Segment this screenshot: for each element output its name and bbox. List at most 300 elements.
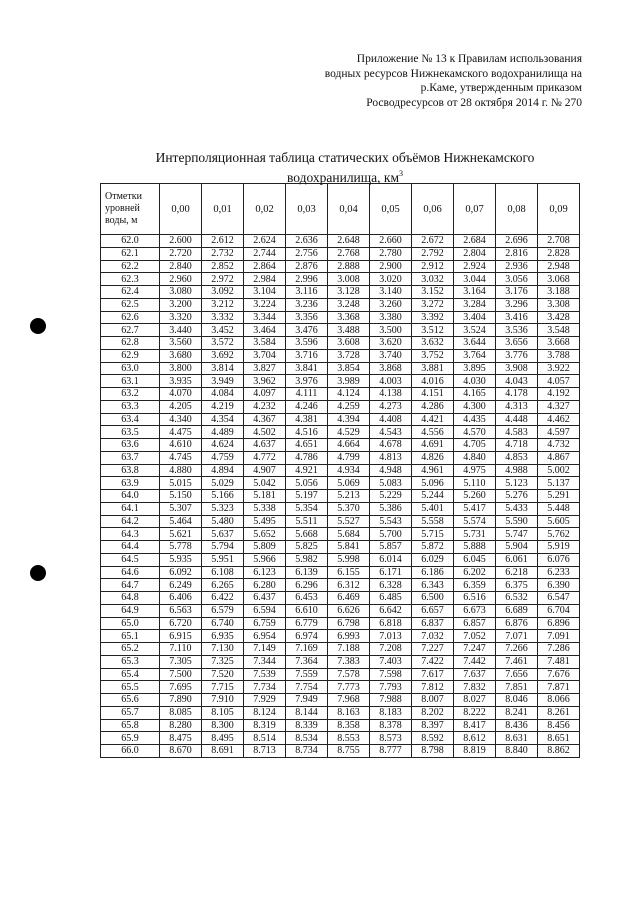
volume-cell: 6.516	[454, 592, 496, 605]
volume-cell: 7.832	[454, 681, 496, 694]
volume-cell: 3.308	[538, 298, 580, 311]
volume-cell: 3.881	[412, 362, 454, 375]
volume-cell: 3.841	[286, 362, 328, 375]
volume-cell: 6.673	[454, 604, 496, 617]
volume-cell: 5.480	[202, 515, 244, 528]
volume-cell: 3.692	[202, 349, 244, 362]
column-header: 0,04	[328, 184, 370, 235]
volume-cell: 4.340	[160, 413, 202, 426]
volume-cell: 6.857	[454, 617, 496, 630]
volume-cell: 4.097	[244, 388, 286, 401]
header-line: Приложение № 13 к Правилам использования	[356, 53, 582, 65]
volume-cell: 4.273	[370, 400, 412, 413]
level-cell: 63.1	[101, 375, 160, 388]
volume-cell: 2.876	[286, 260, 328, 273]
volume-cell: 4.408	[370, 413, 412, 426]
volume-cell: 5.841	[328, 541, 370, 554]
volume-cell: 4.840	[454, 451, 496, 464]
volume-cell: 4.070	[160, 388, 202, 401]
volume-cell: 4.948	[370, 464, 412, 477]
volume-cell: 6.740	[202, 617, 244, 630]
volume-cell: 6.818	[370, 617, 412, 630]
level-cell: 65.6	[101, 694, 160, 707]
volume-cell: 4.921	[286, 464, 328, 477]
volume-cell: 5.684	[328, 528, 370, 541]
volume-cell: 5.123	[496, 477, 538, 490]
volume-cell: 6.029	[412, 553, 454, 566]
volume-cell: 7.481	[538, 655, 580, 668]
volume-cell: 3.356	[286, 311, 328, 324]
volume-cell: 5.137	[538, 477, 580, 490]
level-cell: 65.1	[101, 630, 160, 643]
volume-cell: 6.720	[160, 617, 202, 630]
level-cell: 64.9	[101, 604, 160, 617]
volume-cell: 5.386	[370, 502, 412, 515]
volume-cell: 6.626	[328, 604, 370, 617]
volume-cell: 2.636	[286, 235, 328, 248]
volume-cell: 2.972	[202, 273, 244, 286]
volume-cell: 2.612	[202, 235, 244, 248]
volume-cell: 6.123	[244, 566, 286, 579]
volume-cell: 3.596	[286, 337, 328, 350]
table-row	[101, 706, 580, 719]
volume-cell: 3.776	[496, 349, 538, 362]
volume-cell: 4.799	[328, 451, 370, 464]
volume-cell: 2.984	[244, 273, 286, 286]
volume-cell: 7.656	[496, 668, 538, 681]
volume-cell: 8.202	[412, 706, 454, 719]
volume-cell: 3.272	[412, 298, 454, 311]
volume-cell: 8.085	[160, 706, 202, 719]
volume-cell: 3.752	[412, 349, 454, 362]
volume-cell: 4.246	[286, 400, 328, 413]
volume-cell: 4.718	[496, 439, 538, 452]
column-header: 0,00	[160, 184, 202, 235]
volume-cell: 4.786	[286, 451, 328, 464]
level-cell: 65.9	[101, 732, 160, 745]
level-cell: 64.7	[101, 579, 160, 592]
volume-cell: 5.809	[244, 541, 286, 554]
volume-cell: 3.536	[496, 324, 538, 337]
volume-cell: 5.150	[160, 490, 202, 503]
volume-cell: 5.495	[244, 515, 286, 528]
volume-cell: 5.069	[328, 477, 370, 490]
volume-cell: 4.759	[202, 451, 244, 464]
volume-cell: 4.651	[286, 439, 328, 452]
volume-cell: 3.128	[328, 286, 370, 299]
volume-cell: 6.045	[454, 553, 496, 566]
table-row	[101, 286, 580, 299]
volume-cell: 7.013	[370, 630, 412, 643]
volume-cell: 2.732	[202, 247, 244, 260]
volume-cell: 3.788	[538, 349, 580, 362]
volume-cell: 5.574	[454, 515, 496, 528]
volume-cell: 8.046	[496, 694, 538, 707]
volume-cell: 4.502	[244, 426, 286, 439]
level-cell: 64.0	[101, 490, 160, 503]
table-row	[101, 732, 580, 745]
volume-cell: 4.462	[538, 413, 580, 426]
level-cell: 62.0	[101, 235, 160, 248]
volume-cell: 5.935	[160, 553, 202, 566]
table-row	[101, 668, 580, 681]
table-row	[101, 592, 580, 605]
volume-cell: 3.716	[286, 349, 328, 362]
volume-cell: 7.617	[412, 668, 454, 681]
volume-cell: 3.764	[454, 349, 496, 362]
volume-cell: 5.213	[328, 490, 370, 503]
column-header: 0,07	[454, 184, 496, 235]
level-cell: 65.7	[101, 706, 160, 719]
volume-cell: 5.998	[328, 553, 370, 566]
volume-cell: 4.975	[454, 464, 496, 477]
volume-cell: 3.962	[244, 375, 286, 388]
volume-cell: 7.520	[202, 668, 244, 681]
volume-cell: 7.266	[496, 643, 538, 656]
volume-cell: 7.344	[244, 655, 286, 668]
table-row	[101, 566, 580, 579]
volume-cell: 4.880	[160, 464, 202, 477]
volume-cell: 5.307	[160, 502, 202, 515]
volume-cell: 3.656	[496, 337, 538, 350]
volume-cell: 2.888	[328, 260, 370, 273]
volume-cell: 2.900	[370, 260, 412, 273]
table-row	[101, 273, 580, 286]
volume-cell: 7.949	[286, 694, 328, 707]
volume-cell: 7.773	[328, 681, 370, 694]
volume-cell: 8.755	[328, 745, 370, 758]
volume-cell: 4.367	[244, 413, 286, 426]
level-cell: 63.7	[101, 451, 160, 464]
volume-cell: 4.907	[244, 464, 286, 477]
volume-cell: 4.583	[496, 426, 538, 439]
title-superscript: 3	[399, 169, 404, 178]
volume-cell: 4.205	[160, 400, 202, 413]
volume-cell: 2.768	[328, 247, 370, 260]
header-line: водных ресурсов Нижнекамского водохранилища на	[324, 67, 582, 80]
volume-cell: 6.171	[370, 566, 412, 579]
volume-cell: 8.840	[496, 745, 538, 758]
table-row	[101, 362, 580, 375]
level-cell: 64.8	[101, 592, 160, 605]
volume-cell: 2.744	[244, 247, 286, 260]
volume-cell: 7.890	[160, 694, 202, 707]
volume-cell: 7.637	[454, 668, 496, 681]
table-row	[101, 235, 580, 248]
punch-hole-bottom	[30, 565, 46, 581]
volume-cell: 7.422	[412, 655, 454, 668]
volume-cell: 2.696	[496, 235, 538, 248]
volume-cell: 3.164	[454, 286, 496, 299]
volume-cell: 7.149	[244, 643, 286, 656]
volume-cell: 5.668	[286, 528, 328, 541]
table-row	[101, 426, 580, 439]
volume-cell: 6.014	[370, 553, 412, 566]
column-header: 0,02	[244, 184, 286, 235]
volume-cell: 4.678	[370, 439, 412, 452]
table-row	[101, 528, 580, 541]
table-row	[101, 553, 580, 566]
volume-cell: 7.227	[412, 643, 454, 656]
volume-cell: 5.652	[244, 528, 286, 541]
volume-cell: 6.422	[202, 592, 244, 605]
volume-cell: 7.208	[370, 643, 412, 656]
volume-cell: 6.915	[160, 630, 202, 643]
table-row	[101, 630, 580, 643]
volume-cell: 8.475	[160, 732, 202, 745]
volume-cell: 3.827	[244, 362, 286, 375]
volume-cell: 2.936	[496, 260, 538, 273]
level-cell: 64.3	[101, 528, 160, 541]
volume-cell: 6.061	[496, 553, 538, 566]
volume-cell: 6.312	[328, 579, 370, 592]
volume-cell: 8.862	[538, 745, 580, 758]
volume-cell: 6.532	[496, 592, 538, 605]
level-cell: 62.7	[101, 324, 160, 337]
volume-cell: 3.284	[454, 298, 496, 311]
level-cell: 66.0	[101, 745, 160, 758]
volume-cell: 4.624	[202, 439, 244, 452]
volume-cell: 4.016	[412, 375, 454, 388]
volume-cell: 6.437	[244, 592, 286, 605]
table-row	[101, 400, 580, 413]
volume-cell: 8.241	[496, 706, 538, 719]
volume-cell: 6.186	[412, 566, 454, 579]
volume-cell: 6.547	[538, 592, 580, 605]
volume-cell: 7.676	[538, 668, 580, 681]
volume-cell: 3.380	[370, 311, 412, 324]
volume-cell: 5.731	[454, 528, 496, 541]
volume-cell: 3.188	[538, 286, 580, 299]
volume-cell: 4.111	[286, 388, 328, 401]
volume-cell: 4.219	[202, 400, 244, 413]
volume-cell: 3.080	[160, 286, 202, 299]
volume-cell: 4.988	[496, 464, 538, 477]
volume-cell: 6.704	[538, 604, 580, 617]
volume-cell: 6.108	[202, 566, 244, 579]
volume-cell: 4.057	[538, 375, 580, 388]
volume-cell: 6.359	[454, 579, 496, 592]
volume-cell: 6.759	[244, 617, 286, 630]
volume-cell: 2.828	[538, 247, 580, 260]
volume-cell: 4.043	[496, 375, 538, 388]
volume-cell: 4.894	[202, 464, 244, 477]
volume-cell: 2.720	[160, 247, 202, 260]
level-cell: 63.0	[101, 362, 160, 375]
volume-cell: 4.232	[244, 400, 286, 413]
volume-cell: 5.323	[202, 502, 244, 515]
table-header-row	[101, 184, 580, 235]
volume-cell: 8.378	[370, 719, 412, 732]
volume-cell: 6.993	[328, 630, 370, 643]
volume-cell: 4.772	[244, 451, 286, 464]
volume-cell: 3.440	[160, 324, 202, 337]
volume-cell: 6.896	[538, 617, 580, 630]
volume-cell: 5.464	[160, 515, 202, 528]
volume-cell: 3.212	[202, 298, 244, 311]
volume-cell: 3.140	[370, 286, 412, 299]
volume-cell: 3.152	[412, 286, 454, 299]
volume-cell: 4.826	[412, 451, 454, 464]
volume-cell: 5.778	[160, 541, 202, 554]
volume-cell: 3.008	[328, 273, 370, 286]
volume-cell: 3.344	[244, 311, 286, 324]
volume-cell: 5.448	[538, 502, 580, 515]
level-cell: 62.4	[101, 286, 160, 299]
volume-cell: 6.233	[538, 566, 580, 579]
volume-table	[100, 183, 580, 758]
volume-cell: 3.668	[538, 337, 580, 350]
volume-cell: 5.370	[328, 502, 370, 515]
table-row	[101, 260, 580, 273]
volume-cell: 4.705	[454, 439, 496, 452]
volume-cell: 7.695	[160, 681, 202, 694]
volume-cell: 4.192	[538, 388, 580, 401]
volume-cell: 3.632	[412, 337, 454, 350]
table-row	[101, 349, 580, 362]
document-title	[110, 150, 580, 186]
volume-cell: 4.151	[412, 388, 454, 401]
volume-cell: 8.777	[370, 745, 412, 758]
volume-cell: 8.456	[538, 719, 580, 732]
volume-cell: 6.485	[370, 592, 412, 605]
level-cell: 65.8	[101, 719, 160, 732]
volume-cell: 8.105	[202, 706, 244, 719]
title-line-1: Интерполяционная таблица статических объёмов Нижнекамского	[155, 150, 535, 165]
volume-cell: 8.144	[286, 706, 328, 719]
volume-cell: 4.354	[202, 413, 244, 426]
volume-cell: 2.852	[202, 260, 244, 273]
volume-cell: 7.305	[160, 655, 202, 668]
level-cell: 65.3	[101, 655, 160, 668]
volume-cell: 2.684	[454, 235, 496, 248]
column-header: 0,03	[286, 184, 328, 235]
volume-cell: 4.138	[370, 388, 412, 401]
volume-cell: 5.042	[244, 477, 286, 490]
volume-cell: 5.857	[370, 541, 412, 554]
volume-cell: 6.249	[160, 579, 202, 592]
level-cell: 63.3	[101, 400, 160, 413]
volume-cell: 3.895	[454, 362, 496, 375]
level-cell: 65.2	[101, 643, 160, 656]
volume-cell: 6.954	[244, 630, 286, 643]
table-row	[101, 643, 580, 656]
volume-cell: 5.197	[286, 490, 328, 503]
level-cell: 63.4	[101, 413, 160, 426]
header-line: р.Каме, утвержденным приказом	[420, 82, 582, 94]
volume-cell: 4.178	[496, 388, 538, 401]
appendix-header	[325, 52, 582, 110]
volume-cell: 3.620	[370, 337, 412, 350]
volume-cell: 3.512	[412, 324, 454, 337]
volume-cell: 3.548	[538, 324, 580, 337]
volume-cell: 7.500	[160, 668, 202, 681]
volume-cell: 5.166	[202, 490, 244, 503]
volume-cell: 3.524	[454, 324, 496, 337]
volume-cell: 5.700	[370, 528, 412, 541]
volume-cell: 6.657	[412, 604, 454, 617]
volume-cell: 4.664	[328, 439, 370, 452]
volume-cell: 2.948	[538, 260, 580, 273]
volume-cell: 6.328	[370, 579, 412, 592]
volume-cell: 8.222	[454, 706, 496, 719]
volume-cell: 8.397	[412, 719, 454, 732]
volume-cell: 5.244	[412, 490, 454, 503]
volume-cell: 4.570	[454, 426, 496, 439]
volume-cell: 6.453	[286, 592, 328, 605]
volume-cell: 6.876	[496, 617, 538, 630]
punch-hole-top	[30, 318, 46, 334]
volume-cell: 7.910	[202, 694, 244, 707]
volume-cell: 8.819	[454, 745, 496, 758]
volume-cell: 4.543	[370, 426, 412, 439]
title-line-2-text: водохранилища, км	[286, 170, 400, 185]
table-body	[101, 235, 580, 758]
level-cell: 64.1	[101, 502, 160, 515]
volume-cell: 7.988	[370, 694, 412, 707]
volume-cell: 7.812	[412, 681, 454, 694]
volume-cell: 4.381	[286, 413, 328, 426]
volume-cell: 2.804	[454, 247, 496, 260]
volume-cell: 6.837	[412, 617, 454, 630]
volume-cell: 8.651	[538, 732, 580, 745]
volume-cell: 5.433	[496, 502, 538, 515]
volume-cell: 7.188	[328, 643, 370, 656]
volume-cell: 5.715	[412, 528, 454, 541]
volume-cell: 2.660	[370, 235, 412, 248]
table-row	[101, 694, 580, 707]
volume-cell: 3.908	[496, 362, 538, 375]
volume-cell: 7.091	[538, 630, 580, 643]
volume-cell: 7.871	[538, 681, 580, 694]
volume-cell: 8.417	[454, 719, 496, 732]
volume-cell: 7.130	[202, 643, 244, 656]
volume-cell: 4.475	[160, 426, 202, 439]
volume-cell: 2.864	[244, 260, 286, 273]
level-cell: 63.9	[101, 477, 160, 490]
volume-cell: 5.527	[328, 515, 370, 528]
table-row	[101, 439, 580, 452]
volume-cell: 5.621	[160, 528, 202, 541]
volume-cell: 3.332	[202, 311, 244, 324]
volume-cell: 4.813	[370, 451, 412, 464]
volume-cell: 2.756	[286, 247, 328, 260]
volume-cell: 5.982	[286, 553, 328, 566]
volume-cell: 4.286	[412, 400, 454, 413]
level-cell: 62.5	[101, 298, 160, 311]
volume-cell: 3.935	[160, 375, 202, 388]
table-row	[101, 311, 580, 324]
volume-cell: 3.976	[286, 375, 328, 388]
volume-cell: 4.934	[328, 464, 370, 477]
volume-cell: 2.624	[244, 235, 286, 248]
volume-cell: 5.590	[496, 515, 538, 528]
volume-cell: 3.949	[202, 375, 244, 388]
volume-cell: 3.854	[328, 362, 370, 375]
volume-cell: 7.052	[454, 630, 496, 643]
volume-cell: 7.851	[496, 681, 538, 694]
volume-cell: 8.066	[538, 694, 580, 707]
table-row	[101, 681, 580, 694]
volume-cell: 4.597	[538, 426, 580, 439]
volume-cell: 7.169	[286, 643, 328, 656]
volume-cell: 4.394	[328, 413, 370, 426]
volume-cell: 6.202	[454, 566, 496, 579]
volume-cell: 7.559	[286, 668, 328, 681]
volume-cell: 5.825	[286, 541, 328, 554]
table-row	[101, 451, 580, 464]
volume-cell: 6.563	[160, 604, 202, 617]
